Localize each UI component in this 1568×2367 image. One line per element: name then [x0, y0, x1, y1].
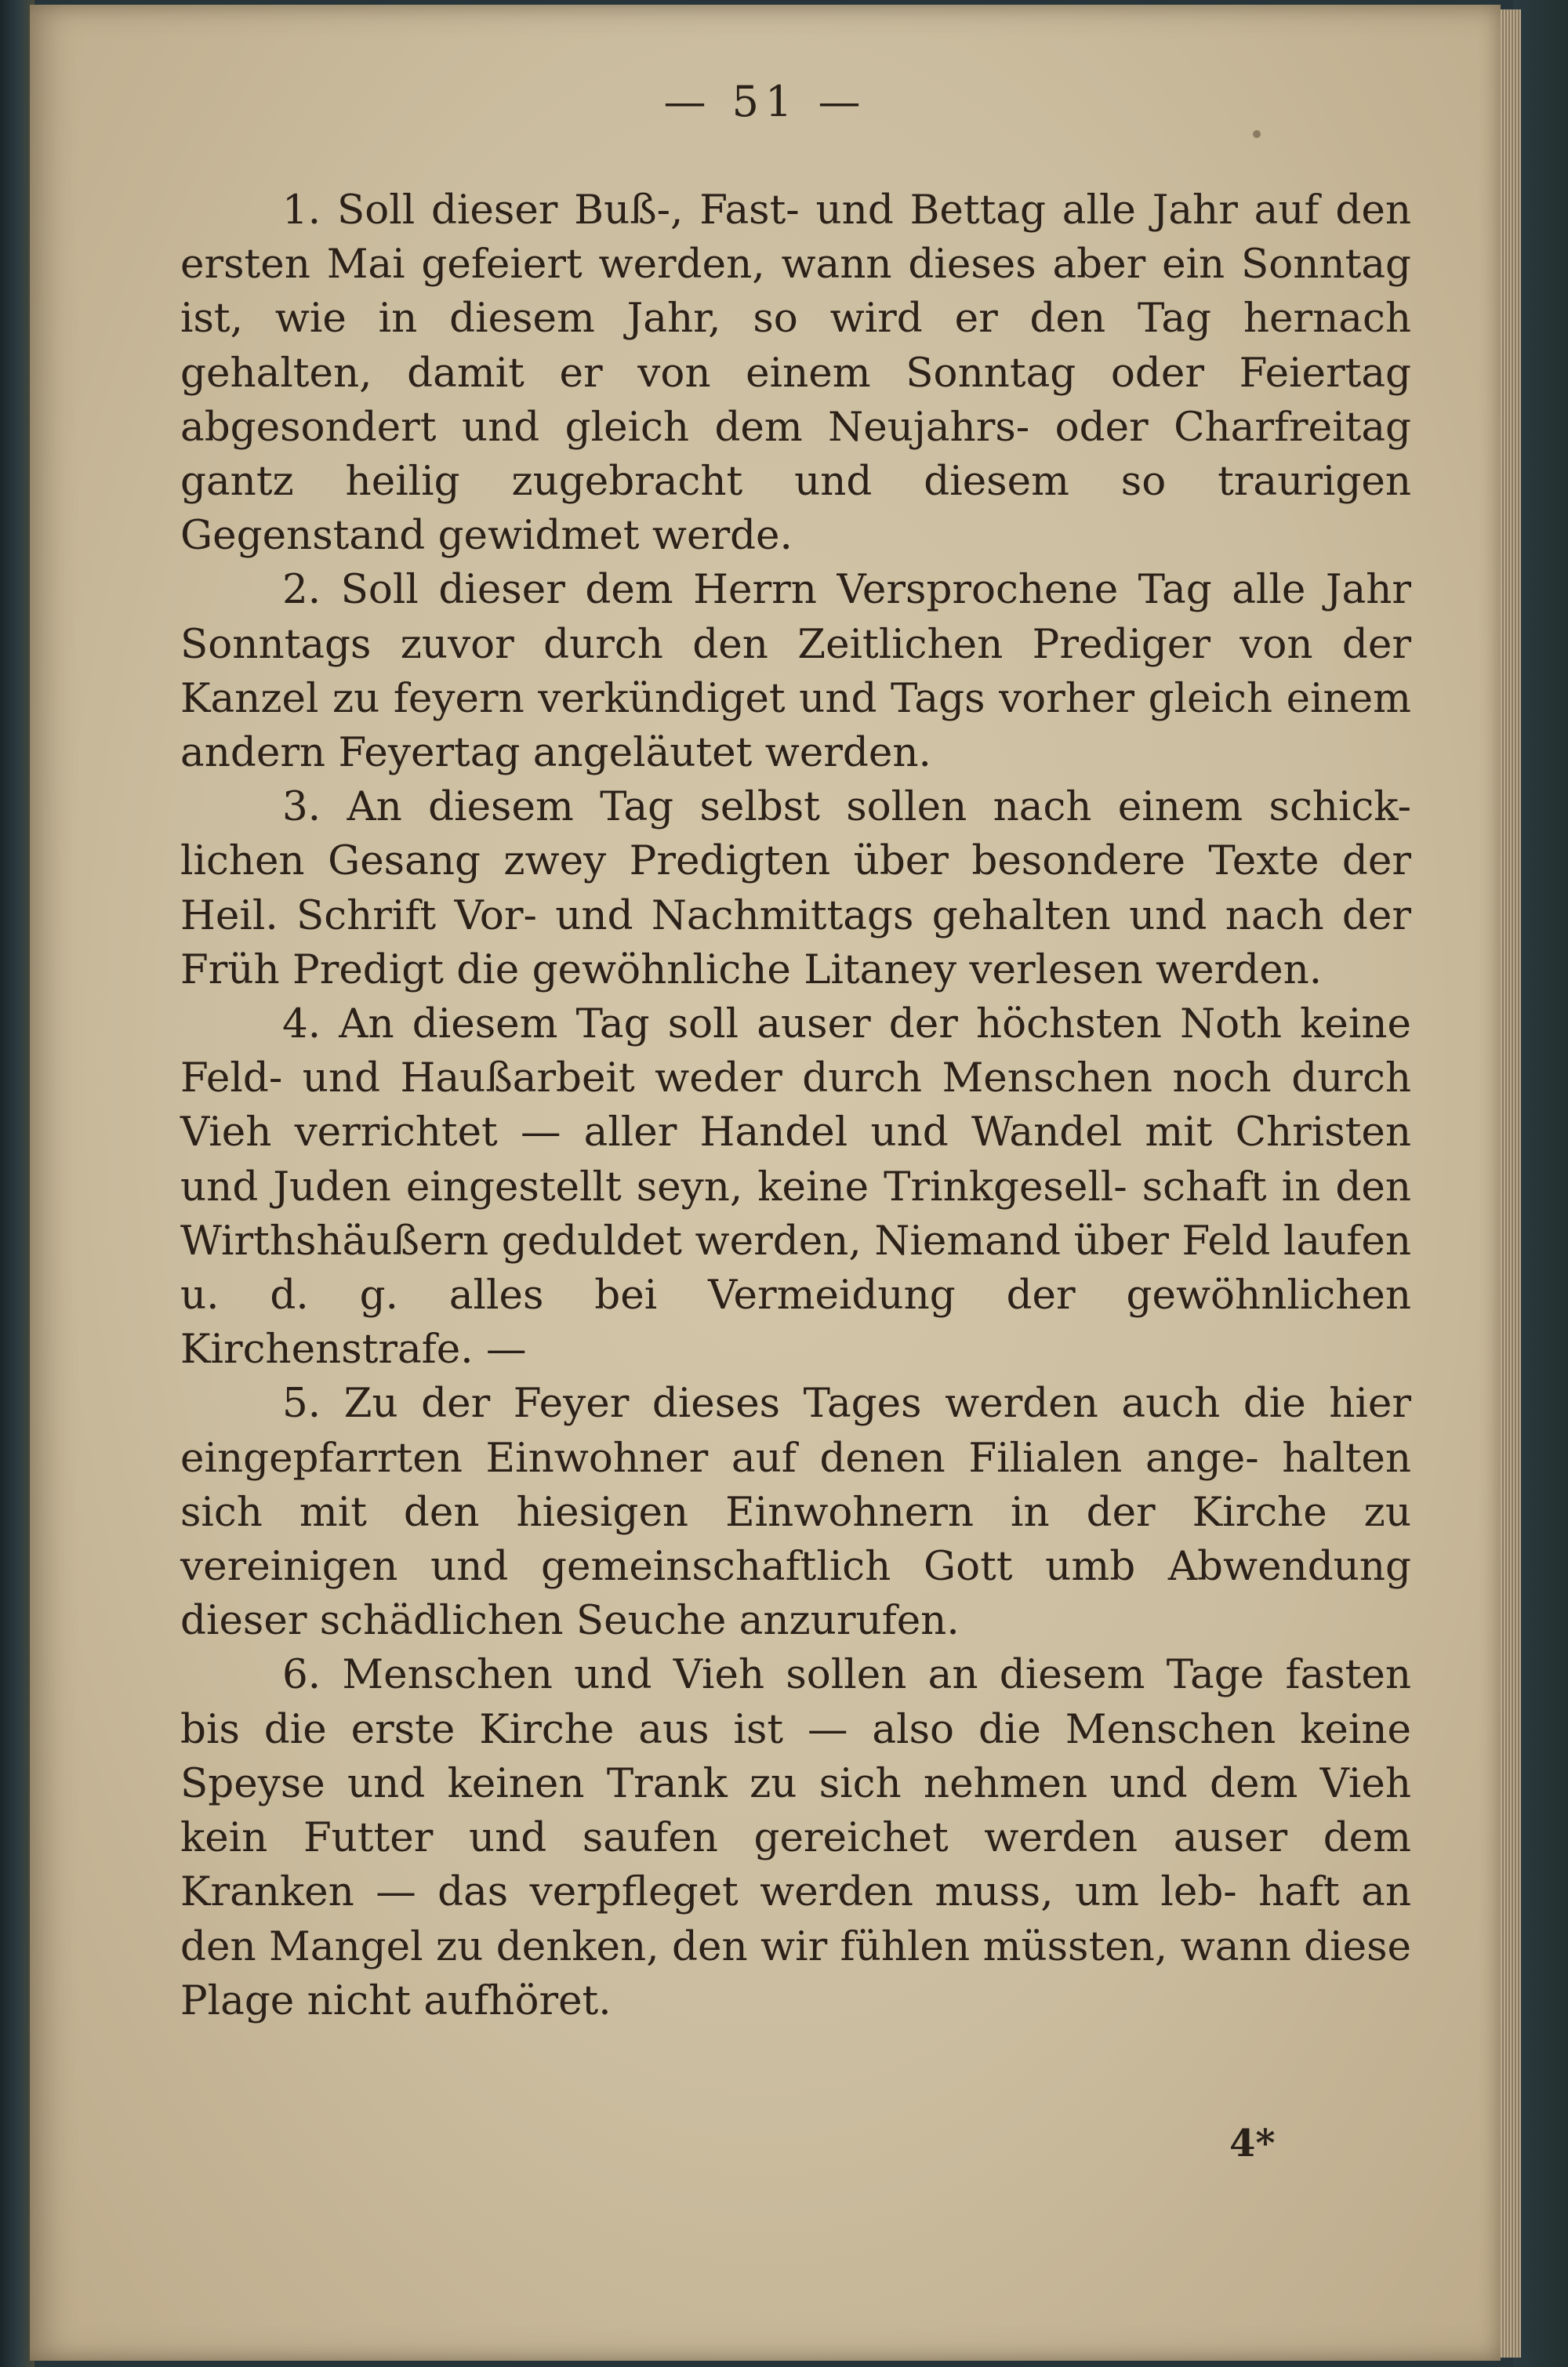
paragraph-2: 2. Soll dieser dem Herrn Versprochene Tag alle Jahr Sonntags zuvor durch den Zeitlichen Prediger von der Kanzel zu feyern verkündiget und Tags vorher gleich einem andern Feyertag angeläutet werden. [180, 566, 1411, 777]
page-edges [1497, 9, 1521, 2358]
book-page [30, 5, 1501, 2361]
paragraph-5: 5. Zu der Feyer dieses Tages werden auch die hier eingepfarrten Einwohner auf denen Filialen ange- halten sich mit den hiesigen Einwohnern in der Kirche zu vereinigen und gemeinschaftlich Gott umb Abwendung dieser schädlichen Seuche anzurufen. [180, 1380, 1411, 1645]
paragraph-6: 6. Menschen und Vieh sollen an diesem Tage fasten bis die erste Kirche aus ist — also die Menschen keine Speyse und keinen Trank zu sich nehmen und dem Vieh kein Futter und saufen gereichet werden auser dem Kranken — das verpfleget werden muss, um leb- haft an den Mangel zu denken, den wir fühlen müssten, wann diese Plage nicht aufhöret. [180, 1651, 1411, 2024]
page-number-header: — 51 — [663, 77, 867, 126]
book-cover-edge [1513, 0, 1568, 2367]
paragraph-4: 4. An diesem Tag soll auser der höchsten Noth keine Feld- und Haußarbeit weder durch Menschen noch durch Vieh verrichtet — aller Handel und Wandel mit Christen und Juden eingestellt seyn, keine Trinkgesell- schaft in den Wirthshäußern geduldet werden, Niemand über Feld laufen u. d. g. alles bei Vermeidung der gewöhnlichen Kirchenstrafe. — [180, 1000, 1411, 1374]
paper-speck [1253, 130, 1261, 138]
paragraph-3: 3. An diesem Tag selbst sollen nach einem schick- lichen Gesang zwey Predigten über besondere Texte der Heil. Schrift Vor- und Nachmittags gehalten und nach der Früh Predigt die gewöhnliche Litaney verlesen werden. [180, 783, 1411, 993]
signature-mark: 4* [1229, 2122, 1276, 2166]
paragraph-1: 1. Soll dieser Buß-, Fast- und Bettag alle Jahr auf den ersten Mai gefeiert werden, wann dieses aber ein Sonntag ist, wie in diesem Jahr, so wird er den Tag hernach gehalten, damit er von einem Sonntag oder Feiertag abgesondert und gleich dem Neujahrs- oder Charfreitag gantz heilig zugebracht und diesem so traurigen Gegenstand gewidmet werde. [180, 187, 1411, 560]
body-text [180, 183, 1411, 2028]
